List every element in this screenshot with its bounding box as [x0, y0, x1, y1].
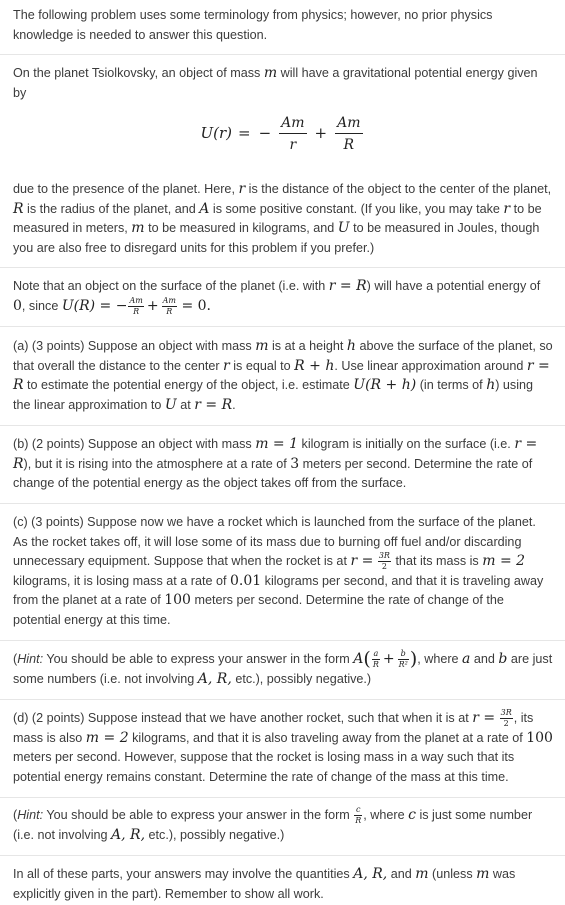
- part-c-paragraph: (c) (3 points) Suppose now we have a rocket which is launched from the surface of the planet. As the rocket takes off, it will lose some of its mass due to burning off fuel and/or discarding unnecessary equipment. Suppose that when the rocket is at r = $\frac{3R}{2}$ that its mass is m = 2 kilograms, it is losing mass at a rate of 0.01 kilograms per second, and that it is traveling away from the planet at a rate of 100 meters per second. Determine the rate of change of the potential energy at this time.: [13, 515, 544, 627]
- divider: [0, 855, 565, 856]
- intro-paragraph: The following problem uses some terminology from physics; however, no prior physics knowledge is needed to answer this question.: [13, 8, 493, 42]
- divider: [0, 699, 565, 700]
- fraction-b-over-r-squared: $\frac{b}{\text{R²}}$: [398, 649, 408, 670]
- closing-paragraph: In all of these parts, your answers may involve the quantities A, R, and m (unless m was explicitly given in the part). Remember to show all work.: [13, 866, 516, 901]
- fraction-3r-over-2: $\frac{3R}{2}$: [378, 551, 390, 572]
- divider: [0, 797, 565, 798]
- part-b-paragraph: (b) (2 points) Suppose an object with mass m = 1 kilogram is initially on the surface (i.e. r = R), but it is rising into the atmosphere at a rate of 3 meters per second. Determine the rate of change of the potential energy as the object takes off from the surface.: [13, 436, 538, 491]
- divider: [0, 640, 565, 641]
- divider: [0, 267, 565, 268]
- fraction-3r-over-2: $\frac{3R}{2}$: [500, 708, 512, 729]
- fraction-am-over-r-inline: $\frac{Am}{R}$: [129, 295, 143, 316]
- divider: [0, 503, 565, 504]
- hint-d-paragraph: (Hint: You should be able to express your answer in the form $\frac{c}{R}$ , where c is just some number (i.e. not involving A, R, etc.), possibly negative.): [13, 805, 533, 843]
- hint-c-paragraph: (Hint: You should be able to express your answer in the form A( $\frac{a}{R}$ + $\frac{b}{\text{R²}}$ ), where a and b are just some numbers (i.e. not involving A, R, etc.), possibly negative.): [13, 648, 553, 687]
- part-d-paragraph: (d) (2 points) Suppose instead that we have another rocket, such that when it is at r = $\frac{3R}{2}$ , its mass is also m = 2 kilograms, and that it is also traveling away from the planet at a rate of 100 meters per second. However, suppose that the rocket is losing mass in a way such that its potential energy remains constant. Determine the rate of change of the mass at this time.: [13, 708, 553, 784]
- divider: [0, 425, 565, 426]
- divider: [0, 326, 565, 327]
- divider: [0, 54, 565, 55]
- setup-paragraph: On the planet Tsiolkovsky, an object of mass m will have a gravitational potential energy given by: [13, 65, 538, 100]
- note-paragraph: Note that an object on the surface of the planet (i.e. with r = R) will have a potential energy of 0, since U(R) = − $\frac{Am}{R}$ + $\frac{Am}{R}$ = 0.: [13, 278, 541, 316]
- fraction-am-over-r: $\frac{Am}{r}$: [281, 114, 305, 153]
- potential-energy-equation: U(r) = − $\frac{Am}{r}$ + $\frac{Am}{R}$: [200, 114, 361, 153]
- part-a-paragraph: (a) (3 points) Suppose an object with mass m is at a height h above the surface of the planet, so that overall the distance to the center r is equal to R + h. Use linear approximation around r = R to estimate the potential energy of the object, i.e. estimate U(R + h) (in terms of h) using the linear approximation to U at r = R.: [13, 338, 553, 413]
- definitions-paragraph: due to the presence of the planet. Here, r is the distance of the object to the center of the planet, R is the radius of the planet, and A is some positive constant. (If you like, you may take r to be measured in meters, m to be measured in kilograms, and U to be measured in Joules, though you are also free to disregard units for this problem if you prefer.): [13, 181, 552, 255]
- fraction-c-over-r: $\frac{c}{R}$: [355, 805, 362, 826]
- fraction-am-over-big-r: $\frac{Am}{R}$: [337, 114, 361, 153]
- fraction-a-over-r: $\frac{a}{R}$: [372, 649, 379, 670]
- fraction-am-over-r-inline: $\frac{Am}{R}$: [162, 295, 176, 316]
